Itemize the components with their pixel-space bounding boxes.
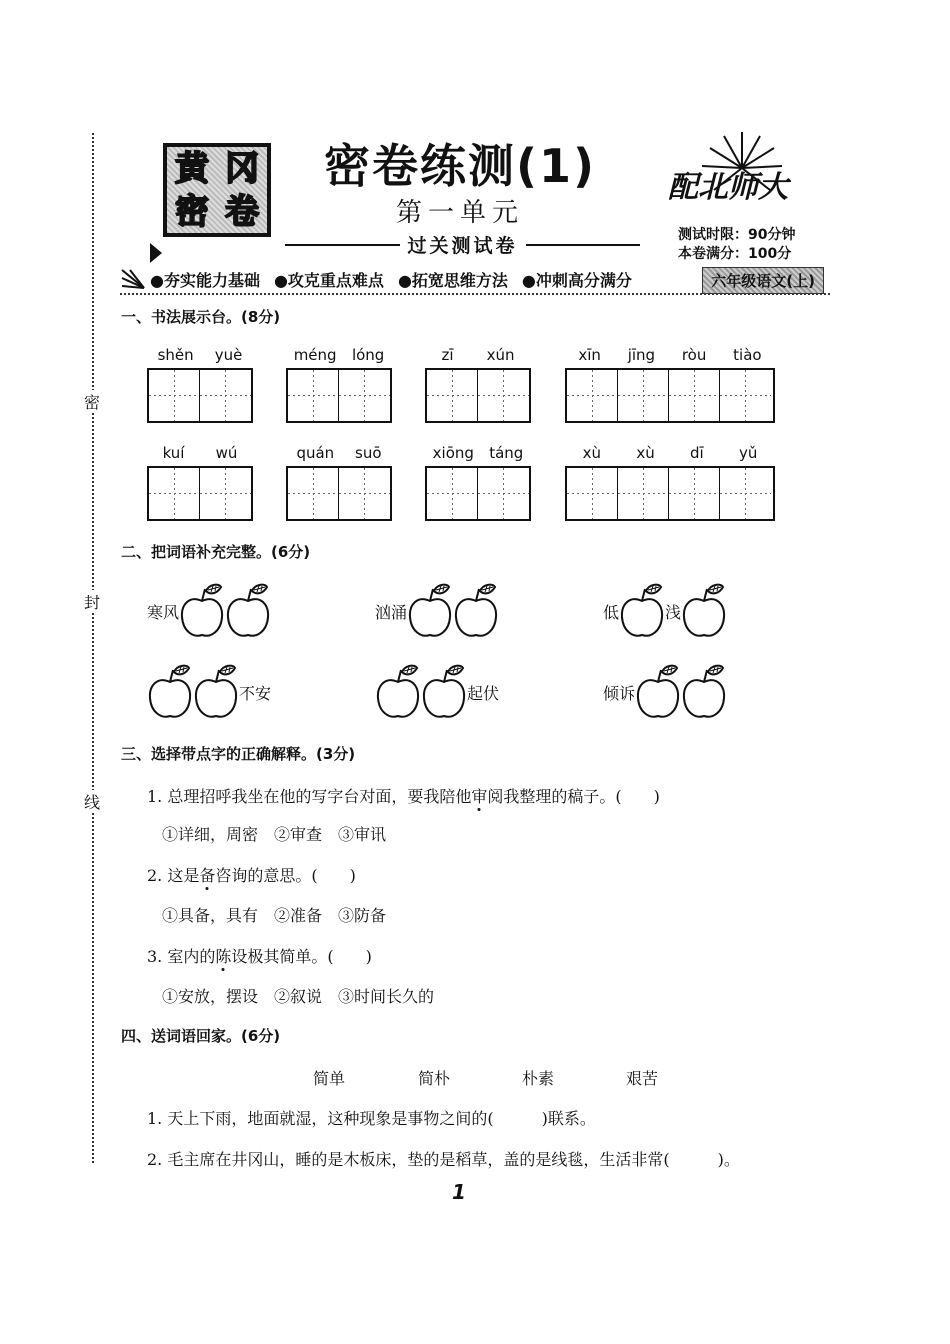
word-fragment: 倾诉 (603, 683, 636, 703)
slogan-item: ●拓宽思维方法 (397, 270, 508, 290)
slogan-bar (120, 265, 830, 293)
logo-char: 黄 (175, 148, 209, 189)
fan-icon (120, 268, 146, 290)
slogan-item: ●攻克重点难点 (273, 270, 384, 290)
pinyin: lóng (351, 346, 385, 364)
writing-grid[interactable] (565, 466, 775, 521)
question-text: 3. 室内的 (147, 947, 216, 966)
writing-grid[interactable] (425, 368, 531, 423)
fill-question-1: 1. 天上下雨，地面就湿，这种现象是事物之间的( )联系。 (147, 1109, 596, 1128)
apple-blank-icon[interactable] (681, 664, 727, 720)
pinyin: dī (689, 444, 704, 462)
dotted-char: 陈 (215, 947, 232, 966)
sub-title (285, 231, 640, 258)
word-fragment: 不安 (239, 683, 272, 703)
word-fragment: 低 (603, 602, 620, 622)
pinyin: tiào (733, 346, 762, 364)
question-text: 阅我整理的稿子。( ) (487, 787, 660, 806)
section1-title: 一、书法展示台。(8分) (121, 308, 281, 326)
question-text: 设极其简单。( ) (231, 947, 372, 966)
apple-blank-icon[interactable] (179, 583, 225, 639)
apple-blank-icon[interactable] (147, 664, 193, 720)
seal-char-feng: 封 (84, 590, 100, 613)
writing-grid[interactable] (286, 368, 392, 423)
huanggang-logo (163, 143, 271, 237)
pinyin: yuè (214, 346, 243, 364)
brand-label: 配北师大 (668, 170, 788, 205)
section3-title: 三、选择带点字的正确解释。(3分) (121, 745, 356, 763)
word-choice: 简单 (313, 1069, 346, 1088)
pinyin-group (147, 346, 253, 423)
apple-blank-icon[interactable] (619, 583, 665, 639)
pinyin: xún (486, 346, 515, 364)
question-text: 2. 这是 (147, 866, 200, 885)
slogan-item: ●冲刺高分满分 (521, 270, 632, 290)
pinyin: yǔ (738, 444, 758, 462)
pinyin-group (565, 444, 775, 521)
pinyin: shěn (157, 346, 194, 364)
word-apple-item (603, 583, 727, 639)
word-choice: 简朴 (418, 1069, 451, 1088)
word-apple-item (147, 664, 271, 720)
logo-corner-triangle (150, 243, 162, 263)
section2-title: 二、把词语补充完整。(6分) (121, 543, 311, 561)
question-3-options: ①安放，摆设 ②叙说 ③时间长久的 (162, 987, 435, 1006)
writing-grid[interactable] (147, 466, 253, 521)
sub-title-rule-right (526, 244, 641, 246)
writing-grid[interactable] (565, 368, 775, 423)
logo-char: 卷 (225, 191, 259, 232)
pinyin: jīng (627, 346, 656, 364)
logo-char: 冈 (225, 148, 259, 189)
word-fragment: 起伏 (467, 683, 500, 703)
writing-grid[interactable] (147, 368, 253, 423)
section4-title: 四、送词语回家。(6分) (121, 1027, 281, 1045)
apple-blank-icon[interactable] (681, 583, 727, 639)
word-fragment: 汹涌 (375, 602, 408, 622)
pinyin: xù (636, 444, 655, 462)
writing-grid[interactable] (286, 466, 392, 521)
apple-blank-icon[interactable] (635, 664, 681, 720)
seal-dotted-line (92, 133, 94, 1163)
apple-blank-icon[interactable] (421, 664, 467, 720)
question-3 (147, 944, 372, 967)
slogan-item: ●夯实能力基础 (150, 270, 260, 290)
question-2 (147, 863, 356, 886)
apple-blank-icon[interactable] (375, 664, 421, 720)
word-fragment: 寒风 (147, 602, 180, 622)
pinyin: táng (489, 444, 524, 462)
word-fragment: 浅 (665, 602, 682, 622)
pinyin: wú (215, 444, 238, 462)
pinyin: xīn (578, 346, 601, 364)
test-time: 测试时限：90分钟 (678, 227, 796, 243)
page-number: 1 (452, 1180, 466, 1204)
word-apple-item (603, 664, 727, 720)
seal-char-mi: 密 (84, 390, 100, 413)
pinyin-group (286, 346, 392, 423)
seal-char-xian: 线 (84, 790, 100, 813)
apple-blank-icon[interactable] (193, 664, 239, 720)
word-apple-item (375, 583, 499, 639)
dotted-char: 备 (199, 866, 216, 885)
pinyin-group (565, 346, 775, 423)
word-apple-item (147, 583, 271, 639)
pinyin: ròu (681, 346, 707, 364)
question-text: 咨询的意思。( ) (215, 866, 356, 885)
question-1 (147, 784, 660, 807)
pinyin-group (286, 444, 392, 521)
pinyin-group (425, 346, 531, 423)
full-score: 本卷满分：100分 (678, 246, 792, 262)
pinyin: méng (293, 346, 337, 364)
pinyin: xù (582, 444, 602, 462)
question-1-options: ①详细，周密 ②审查 ③审讯 (162, 825, 387, 844)
pinyin: suō (355, 444, 382, 462)
word-choice: 朴素 (522, 1069, 555, 1088)
slogan-list (150, 268, 632, 291)
logo-char: 密 (175, 191, 209, 232)
dotted-char: 审 (471, 787, 488, 806)
sub-title-text: 过关测试卷 (407, 235, 518, 257)
word-apple-item (375, 664, 499, 720)
sub-title-rule-left (285, 244, 400, 246)
apple-blank-icon[interactable] (453, 583, 499, 639)
pinyin: quán (296, 444, 335, 462)
apple-blank-icon[interactable] (225, 583, 271, 639)
header-dotted-rule (120, 293, 830, 295)
apple-blank-icon[interactable] (407, 583, 453, 639)
main-title: 密卷练测(1) (323, 139, 597, 193)
pinyin: xiōng (432, 444, 474, 462)
word-choice: 艰苦 (626, 1069, 659, 1088)
test-info (678, 226, 795, 264)
pinyin-group (147, 444, 253, 521)
pinyin: zī (441, 346, 454, 364)
question-2-options: ①具备，具有 ②准备 ③防备 (162, 906, 387, 925)
unit-title: 第一单元 (395, 198, 524, 228)
grade-badge: 六年级语文(上) (702, 267, 824, 294)
pinyin: kuí (162, 444, 185, 462)
fill-question-2: 2. 毛主席在井冈山，睡的是木板床，垫的是稻草，盖的是线毯，生活非常( )。 (147, 1150, 740, 1169)
writing-grid[interactable] (425, 466, 531, 521)
pinyin-group (425, 444, 531, 521)
question-text: 1. 总理招呼我坐在他的写字台对面，要我陪他 (147, 787, 472, 806)
